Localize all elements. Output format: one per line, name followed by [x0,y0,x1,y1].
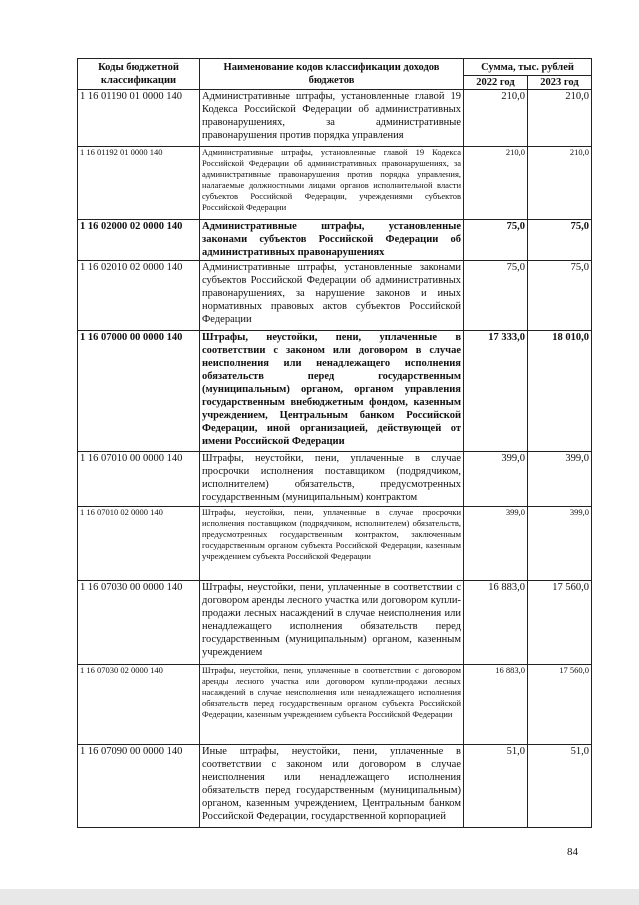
row-value-2023: 399,0 [528,507,592,581]
row-name: Иные штрафы, неустойки, пени, уплаченные в соответствии с законом или договором в случае неисполнения или ненадлежащего исполнения обязательств перед государственным (муниципальным) органом, казенным учреждением, Центральным банком Российской Федерации, государственной корпорацией [200,745,464,828]
row-code: 1 16 02000 02 0000 140 [78,220,200,261]
bottom-strip [0,889,639,905]
table-row [78,452,592,507]
row-code: 1 16 01192 01 0000 140 [78,147,200,220]
row-value-2023: 18 010,0 [528,331,592,452]
header-code: Коды бюджетной классификации [78,59,200,90]
header-name: Наименование кодов классификации доходов бюджетов [200,59,464,90]
row-code: 1 16 07090 00 0000 140 [78,745,200,828]
table-row [78,261,592,331]
row-name: Штрафы, неустойки, пени, уплаченные в соответствии с договором аренды лесного участка или договором купли-продажи лесных насаждений в случае неисполнения или ненадлежащего исполнения обязательств перед государственным органом субъекта Российской Федерации, казенным учреждением субъекта Российской Федерации [200,665,464,745]
row-value-2023: 75,0 [528,220,592,261]
row-value-2023: 210,0 [528,147,592,220]
row-code: 1 16 07010 02 0000 140 [78,507,200,581]
row-value-2022: 210,0 [464,147,528,220]
table-row [78,745,592,828]
row-value-2022: 210,0 [464,90,528,147]
row-name: Штрафы, неустойки, пени, уплаченные в соответствии с договором аренды лесного участка или договором купли-продажи лесных насаждений в случае неисполнения или ненадлежащего исполнения обязательств перед государственным (муниципальным) органом, казенным учреждением [200,581,464,665]
row-name: Штрафы, неустойки, пени, уплаченные в случае просрочки исполнения поставщиком (подрядчиком, исполнителем) обязательств, предусмотренных государственным контрактом, заключенным государственным органом субъекта Российской Федерации, казенным учреждением субъекта Российской Федерации [200,507,464,581]
table-row [78,581,592,665]
table-row [78,331,592,452]
row-name: Штрафы, неустойки, пени, уплаченные в случае просрочки исполнения поставщиком (подрядчиком, исполнителем) обязательств, предусмотренных государственным (муниципальным) контрактом [200,452,464,507]
row-name: Административные штрафы, установленные законами субъектов Российской Федерации об административных правонарушениях, за нарушение законов и иных нормативных правовых актов субъектов Российской Федерации [200,261,464,331]
row-name: Штрафы, неустойки, пени, уплаченные в соответствии с законом или договором в случае неисполнения или ненадлежащего исполнения обязательств перед государственным (муниципальным) органом, органом управления государственным внебюджетным фондом, казенным учреждением, Центральным банком Российской Федерации, иной организацией, действующей от имени Российской Федерации [200,331,464,452]
row-value-2022: 16 883,0 [464,581,528,665]
page-number: 84 [567,846,578,858]
header-year-2023: 2023 год [528,76,592,90]
table-row [78,90,592,147]
row-name: Административные штрафы, установленные главой 19 Кодекса Российской Федерации об административных правонарушениях, за административные правонарушения против порядка управления [200,90,464,147]
row-value-2023: 75,0 [528,261,592,331]
table-row [78,507,592,581]
row-value-2022: 17 333,0 [464,331,528,452]
row-value-2022: 75,0 [464,220,528,261]
revenue-table [77,58,592,828]
row-value-2022: 75,0 [464,261,528,331]
row-value-2023: 17 560,0 [528,581,592,665]
row-code: 1 16 07030 02 0000 140 [78,665,200,745]
row-code: 1 16 07000 00 0000 140 [78,331,200,452]
row-value-2022: 399,0 [464,507,528,581]
row-code: 1 16 07030 00 0000 140 [78,581,200,665]
table-row [78,220,592,261]
row-value-2023: 399,0 [528,452,592,507]
row-value-2023: 210,0 [528,90,592,147]
row-name: Административные штрафы, установленные законами субъектов Российской Федерации об административных правонарушениях [200,220,464,261]
row-value-2023: 17 560,0 [528,665,592,745]
row-code: 1 16 01190 01 0000 140 [78,90,200,147]
row-code: 1 16 07010 00 0000 140 [78,452,200,507]
row-value-2022: 399,0 [464,452,528,507]
row-value-2022: 16 883,0 [464,665,528,745]
header-sum: Сумма, тыс. рублей [464,59,592,76]
table-row [78,147,592,220]
row-value-2022: 51,0 [464,745,528,828]
row-code: 1 16 02010 02 0000 140 [78,261,200,331]
row-name: Административные штрафы, установленные главой 19 Кодекса Российской Федерации об административных правонарушениях, за административные правонарушения против порядка управления, налагаемые должностными лицами органов исполнительной власти субъектов Российской Федерации, учреждениями субъектов Российской Федерации [200,147,464,220]
header-year-2022: 2022 год [464,76,528,90]
table-row [78,665,592,745]
row-value-2023: 51,0 [528,745,592,828]
